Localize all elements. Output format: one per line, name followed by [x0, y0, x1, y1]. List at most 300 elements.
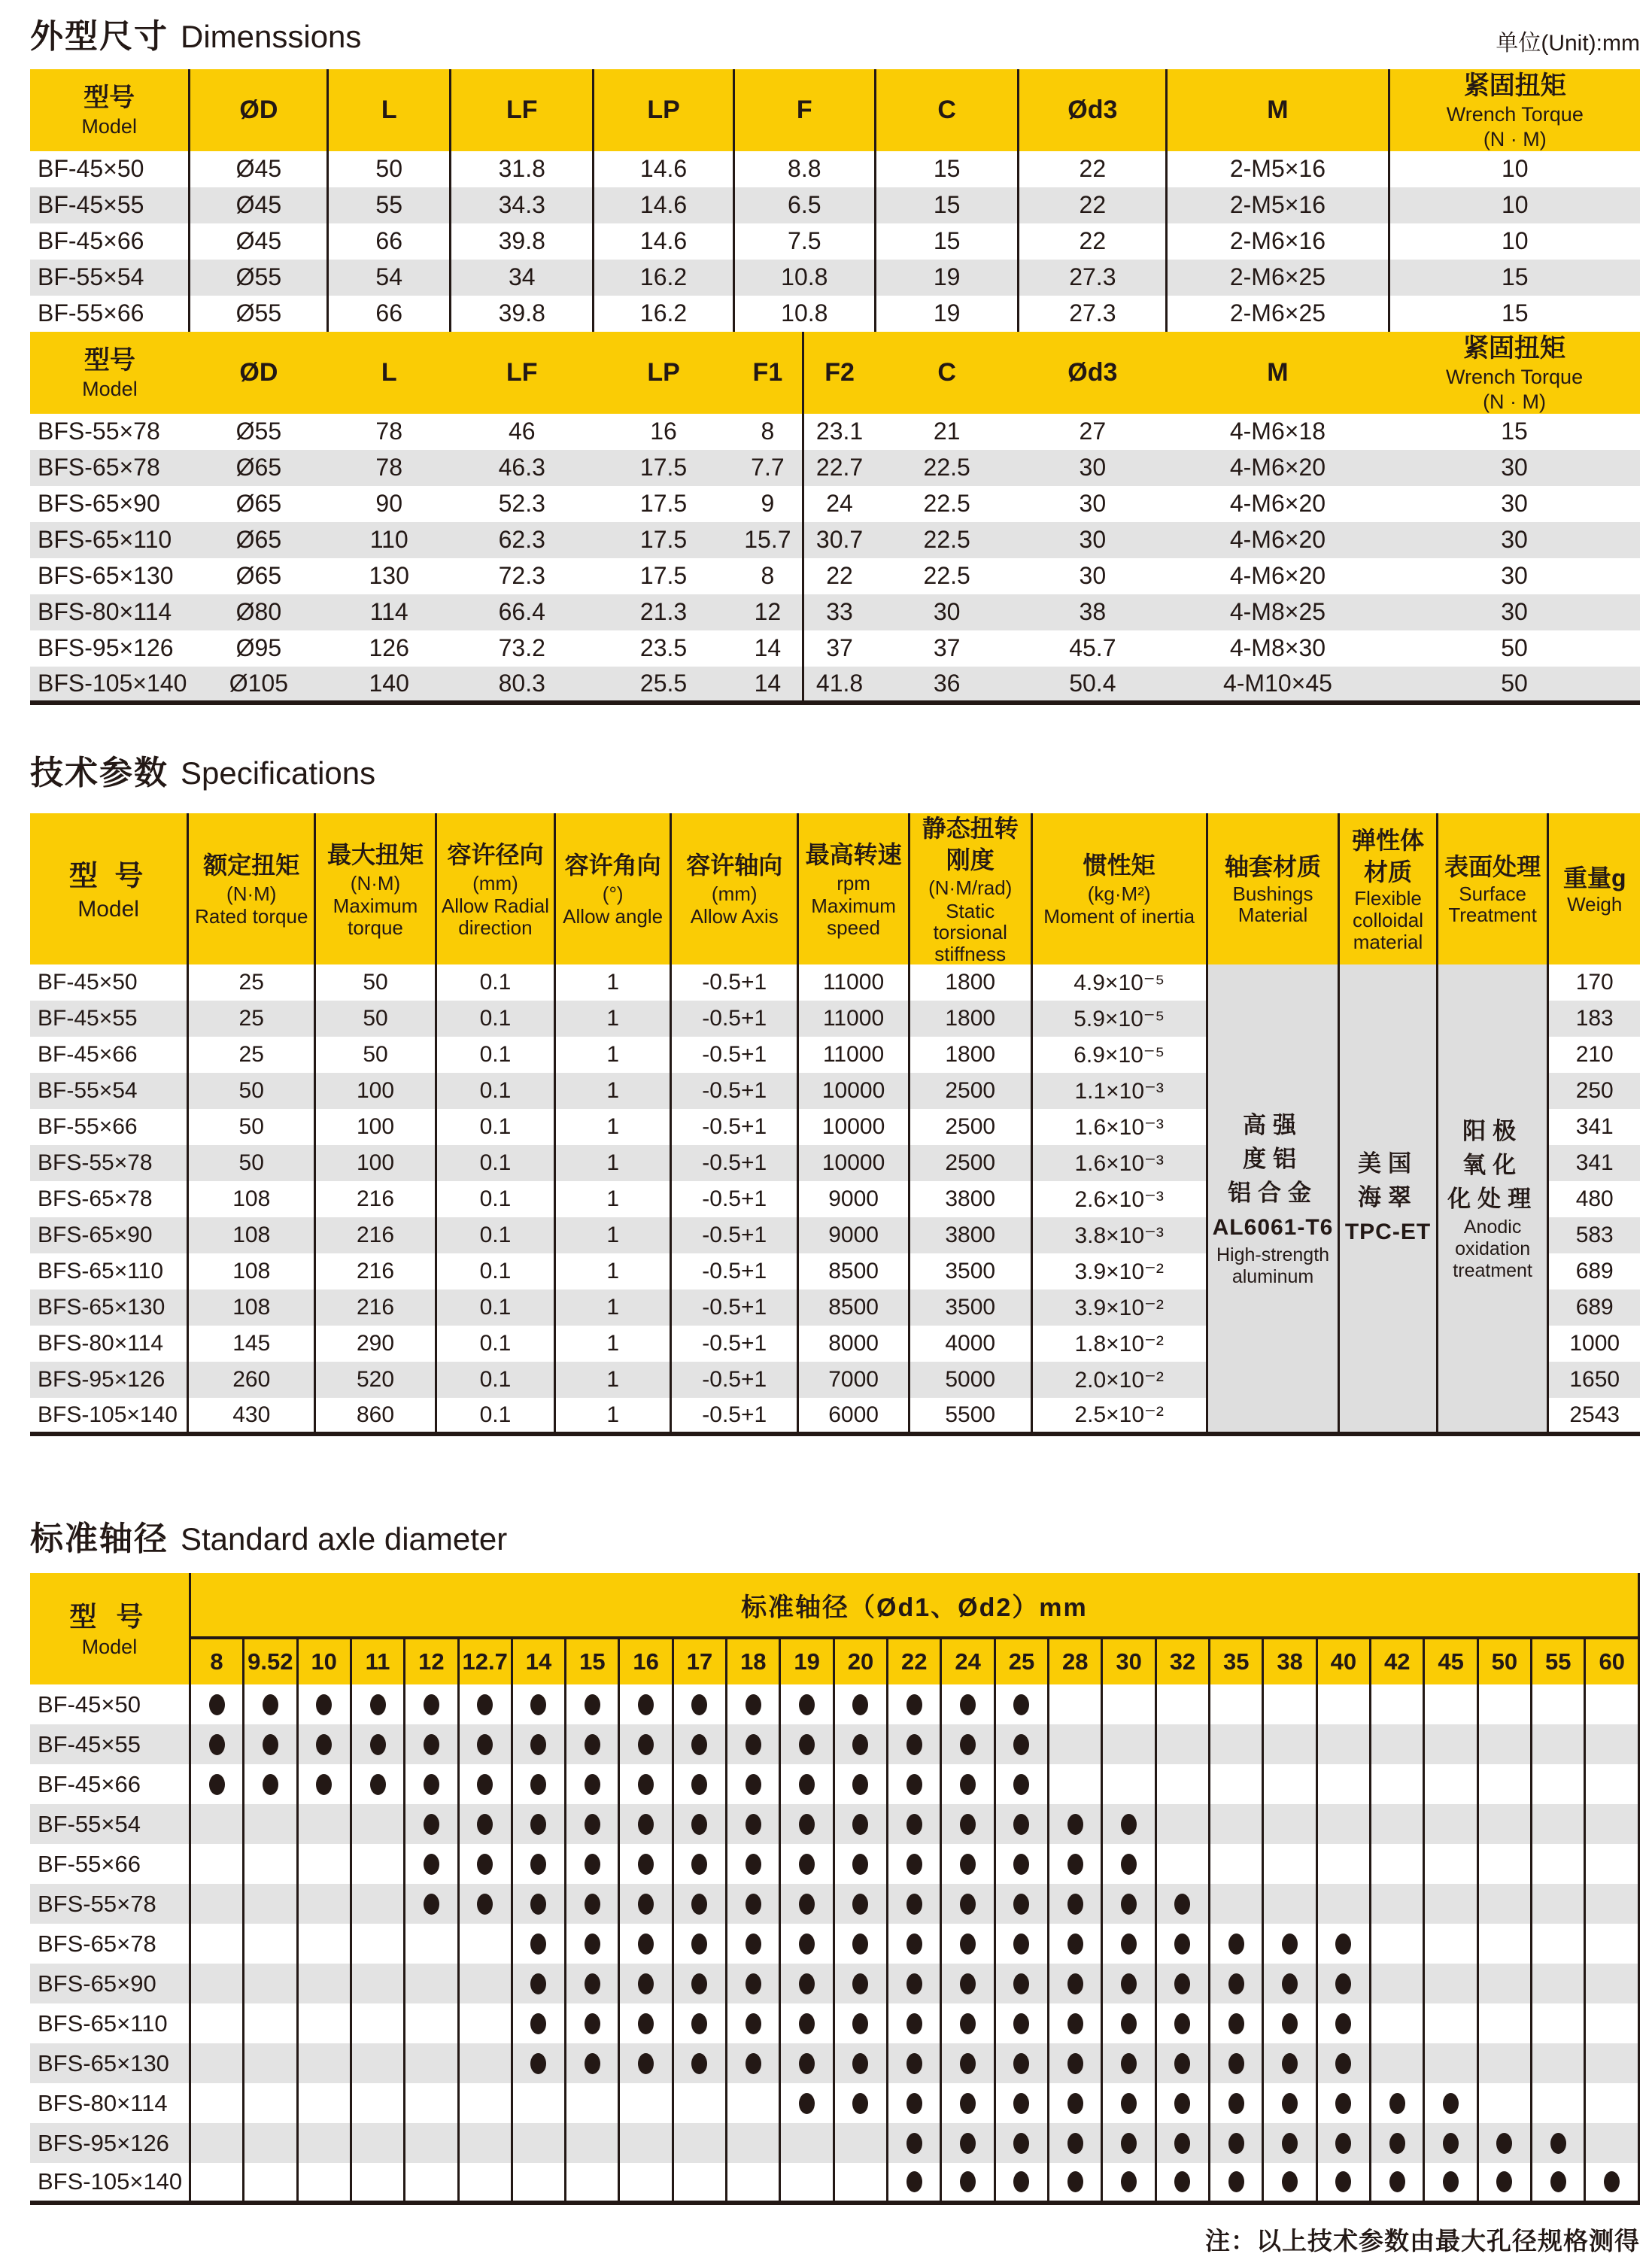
axle-cell — [941, 2043, 995, 2083]
axle-cell — [351, 1764, 404, 1804]
availability-dot — [424, 1814, 439, 1835]
spec-header-cell — [798, 813, 910, 964]
availability-dot — [1067, 2013, 1083, 2034]
axle-cell — [1102, 1884, 1155, 1924]
axle-cell — [1532, 2163, 1585, 2203]
axle-cell — [1049, 2163, 1102, 2203]
availability-dot — [691, 2053, 707, 2074]
model-cell: BFS-80×114 — [38, 1331, 164, 1356]
axle-cell — [190, 1924, 243, 1964]
availability-dot — [530, 1973, 546, 1994]
size-header-cell: 12 — [405, 1638, 458, 1684]
size-header-cell: 60 — [1585, 1638, 1639, 1684]
availability-dot — [1174, 2093, 1190, 2114]
axle-cell — [1263, 1964, 1316, 2003]
axle-cell — [1263, 2043, 1316, 2083]
spec-header-cell — [1437, 813, 1548, 964]
value-cell: 6.9×10⁻⁵ — [1031, 1037, 1207, 1073]
weight-cell: 170 — [1548, 964, 1640, 1001]
dim-header-cell — [803, 332, 875, 414]
axle-cell — [297, 1844, 351, 1884]
availability-dot — [960, 2013, 976, 2034]
size-header-cell: 18 — [727, 1638, 780, 1684]
axle-cell — [1371, 1804, 1424, 1844]
axle-header — [30, 1573, 1639, 1684]
model-cell: BFS-80×114 — [38, 598, 172, 626]
axle-cell — [1532, 1924, 1585, 1964]
axle-cell — [297, 2123, 351, 2163]
availability-dot — [1121, 1854, 1137, 1875]
value-cell: 2-M6×25 — [1167, 296, 1389, 332]
availability-dot — [906, 1894, 922, 1915]
value-cell: 3.8×10⁻³ — [1031, 1217, 1207, 1253]
axle-cell — [1155, 2163, 1209, 2203]
axle-cell — [1155, 1764, 1209, 1804]
axle-cell — [1477, 1764, 1531, 1804]
value-cell: -0.5+1 — [671, 1362, 798, 1398]
axle-cell — [1532, 1884, 1585, 1924]
value-cell: 5000 — [909, 1362, 1031, 1398]
column-label: ØD — [239, 96, 278, 125]
value-cell: 8000 — [798, 1326, 910, 1362]
availability-dot — [1228, 2093, 1244, 2114]
availability-dot — [746, 1933, 761, 1955]
value-cell: 27.3 — [1019, 296, 1167, 332]
value-cell: 17.5 — [639, 562, 688, 590]
axle-cell — [1049, 2043, 1102, 2083]
axle-cell — [1263, 1884, 1316, 1924]
value-cell: 2.5×10⁻² — [1031, 1398, 1207, 1434]
value-cell: 10000 — [798, 1109, 910, 1145]
header-en: Allow Axis — [690, 905, 779, 928]
value-cell: 38 — [1079, 598, 1107, 626]
axle-cell — [566, 1724, 619, 1764]
value-cell: 2500 — [909, 1145, 1031, 1181]
axle-cell — [1371, 1844, 1424, 1884]
availability-dot — [799, 2013, 815, 2034]
axle-cell — [351, 1684, 404, 1724]
value-cell: 1 — [555, 1362, 671, 1398]
availability-dot — [691, 1933, 707, 1955]
axle-cell — [1532, 1724, 1585, 1764]
value-cell: 37 — [933, 634, 961, 662]
size-header-cell: 11 — [351, 1638, 404, 1684]
value-cell: Ø80 — [235, 598, 282, 626]
value-cell: 30.7 — [803, 522, 875, 558]
axle-cell — [780, 1924, 834, 1964]
value-cell: 1.8×10⁻² — [1031, 1326, 1207, 1362]
value-cell: 5.9×10⁻⁵ — [1031, 1001, 1207, 1037]
axle-cell — [834, 2123, 887, 2163]
column-label: LF — [506, 96, 538, 125]
table-row — [30, 1764, 1639, 1804]
availability-dot — [799, 1774, 815, 1795]
axle-cell — [1371, 2123, 1424, 2163]
axle-cell — [351, 2163, 404, 2203]
header-unit: (°) — [602, 882, 624, 905]
table-row — [30, 2043, 1639, 2083]
availability-dot — [477, 1814, 493, 1835]
value-cell: 4-M6×18 — [1229, 418, 1326, 445]
availability-dot — [1282, 2171, 1298, 2192]
weight-cell: 250 — [1548, 1073, 1640, 1109]
value-cell: 10000 — [798, 1073, 910, 1109]
availability-dot — [1282, 2013, 1298, 2034]
footnote: 注：以上技术参数由最大孔径规格测得 — [1205, 2227, 1640, 2255]
axle-cell — [619, 1804, 673, 1844]
availability-dot — [746, 1854, 761, 1875]
axle-cell — [458, 2123, 512, 2163]
model-cell: BFS-105×140 — [38, 2168, 183, 2195]
axle-cell — [941, 1964, 995, 2003]
axle-cell — [458, 2003, 512, 2043]
header-en: Surface Treatment — [1448, 882, 1537, 927]
availability-dot — [691, 2013, 707, 2034]
value-cell: 1 — [555, 1181, 671, 1217]
model-cell: BFS-95×126 — [38, 634, 174, 662]
value-cell: 110 — [369, 526, 408, 554]
value-cell: 46.3 — [498, 454, 545, 481]
availability-dot — [638, 1814, 654, 1835]
value-cell: 0.1 — [436, 1289, 554, 1326]
availability-dot — [263, 1694, 278, 1715]
availability-dot — [1389, 2093, 1405, 2114]
value-cell: -0.5+1 — [671, 1037, 798, 1073]
value-cell: Ø45 — [190, 187, 328, 223]
axle-cell — [244, 1884, 297, 1924]
axle-cell — [673, 1924, 726, 1964]
value-cell: 5500 — [909, 1398, 1031, 1434]
axle-cell — [458, 1884, 512, 1924]
availability-dot — [477, 1894, 493, 1915]
availability-dot — [746, 1774, 761, 1795]
axle-cell — [834, 1804, 887, 1844]
axle-cell — [512, 1924, 565, 1964]
value-cell: 8500 — [798, 1289, 910, 1326]
axle-cell — [351, 2003, 404, 2043]
table-row — [30, 2003, 1639, 2043]
size-header-cell: 35 — [1210, 1638, 1263, 1684]
axle-cell — [512, 1884, 565, 1924]
value-cell: 16 — [650, 418, 677, 445]
header-zh: 表面处理 — [1444, 853, 1541, 881]
axle-cell — [405, 1724, 458, 1764]
axle-cell — [619, 1724, 673, 1764]
value-cell: 50 — [1501, 669, 1528, 697]
availability-dot — [638, 1734, 654, 1755]
axle-cell — [1049, 2123, 1102, 2163]
table-row — [30, 1884, 1639, 1924]
value-cell: 1 — [555, 1253, 671, 1289]
value-cell: 31.8 — [451, 151, 594, 187]
axle-cell — [351, 1844, 404, 1884]
axle-cell — [1316, 1684, 1370, 1724]
table-row — [30, 522, 1640, 558]
availability-dot — [1067, 1814, 1083, 1835]
axle-cell — [1316, 1724, 1370, 1764]
header-en: Allow Radial direction — [441, 895, 549, 939]
axle-cell — [619, 2043, 673, 2083]
bushings-material-cell — [1207, 964, 1338, 1434]
axle-cell — [458, 2163, 512, 2203]
availability-dot — [530, 2013, 546, 2034]
value-cell: 34 — [451, 260, 594, 296]
axle-cell — [1263, 1844, 1316, 1884]
availability-dot — [1067, 1973, 1083, 1994]
axle-cell — [727, 2123, 780, 2163]
availability-dot — [799, 1814, 815, 1835]
value-cell: -0.5+1 — [671, 964, 798, 1001]
value-cell: 4-M8×30 — [1229, 634, 1326, 662]
value-cell: 108 — [188, 1181, 315, 1217]
value-cell: 39.8 — [451, 296, 594, 332]
availability-dot — [852, 1814, 868, 1835]
axle-cell — [1532, 1804, 1585, 1844]
model-cell: BF-45×66 — [38, 1042, 138, 1068]
axle-cell — [405, 1964, 458, 2003]
value-cell: 66.4 — [498, 598, 545, 626]
value-cell: 22.5 — [923, 526, 970, 554]
axle-cell — [619, 1884, 673, 1924]
value-cell: 23.5 — [639, 634, 688, 662]
value-cell: 7.7 — [751, 454, 785, 481]
availability-dot — [585, 1774, 600, 1795]
axle-cell — [888, 1764, 941, 1804]
axle-cell — [244, 1764, 297, 1804]
axle-cell — [1155, 1884, 1209, 1924]
availability-dot — [746, 1894, 761, 1915]
axle-cell — [297, 1964, 351, 2003]
value-cell: 22 — [1019, 187, 1167, 223]
axle-cell — [458, 1964, 512, 2003]
value-cell: 6000 — [798, 1398, 910, 1434]
availability-dot — [585, 1734, 600, 1755]
value-cell: 30 — [1501, 490, 1528, 518]
dimensions-table — [30, 69, 1640, 705]
axle-cell — [888, 1684, 941, 1724]
value-cell: 10 — [1389, 151, 1640, 187]
availability-dot — [746, 2013, 761, 2034]
axle-cell — [1049, 1844, 1102, 1884]
axle-cell — [619, 1764, 673, 1804]
value-cell: 50 — [328, 151, 451, 187]
value-cell: 2500 — [909, 1073, 1031, 1109]
value-cell: 4-M6×20 — [1229, 454, 1326, 481]
table-row — [30, 1844, 1639, 1884]
axle-cell — [190, 2123, 243, 2163]
axle-cell — [1316, 1844, 1370, 1884]
value-cell: 37 — [803, 630, 875, 667]
axle-cell — [834, 1924, 887, 1964]
weight-cell: 480 — [1548, 1181, 1640, 1217]
axle-cell — [1263, 1804, 1316, 1844]
surface-treatment-cell — [1437, 964, 1548, 1434]
dim-header-cell — [1019, 69, 1167, 151]
axle-cell — [405, 2043, 458, 2083]
model-cell: BFS-65×130 — [38, 1295, 166, 1320]
axle-cell — [1532, 1844, 1585, 1884]
axle-cell — [1049, 1764, 1102, 1804]
value-cell: 11000 — [798, 964, 910, 1001]
availability-dot — [799, 2053, 815, 2074]
model-cell: BFS-65×110 — [38, 2009, 168, 2037]
availability-dot — [1174, 2013, 1190, 2034]
axle-cell — [512, 1964, 565, 2003]
axle-cell — [1424, 2083, 1477, 2123]
availability-dot — [477, 1774, 493, 1795]
value-cell: 2500 — [909, 1109, 1031, 1145]
value-cell: 520 — [315, 1362, 436, 1398]
axle-cell — [1155, 2003, 1209, 2043]
axle-cell — [1424, 2163, 1477, 2203]
value-cell: 145 — [188, 1326, 315, 1362]
value-cell: -0.5+1 — [671, 1253, 798, 1289]
table-row — [30, 1804, 1639, 1844]
merged-code: TPC-ET — [1344, 1220, 1432, 1245]
value-cell: 30 — [1501, 562, 1528, 590]
axle-cell — [1316, 1964, 1370, 2003]
availability-dot — [960, 1814, 976, 1835]
value-cell: 2.6×10⁻³ — [1031, 1181, 1207, 1217]
availability-dot — [1013, 1694, 1029, 1715]
spec-body — [30, 964, 1640, 1434]
value-cell: 0.1 — [436, 1253, 554, 1289]
table-row — [30, 1964, 1639, 2003]
availability-dot — [1443, 2171, 1459, 2192]
axle-cell — [941, 1844, 995, 1884]
value-cell: 1800 — [909, 1037, 1031, 1073]
axle-cell — [834, 1684, 887, 1724]
availability-dot — [746, 1734, 761, 1755]
model-cell: BFS-80×114 — [38, 2089, 168, 2116]
model-cell: BFS-95×126 — [38, 1367, 166, 1393]
axle-cell — [1316, 2003, 1370, 2043]
axle-cell — [405, 1884, 458, 1924]
axle-cell — [1263, 2003, 1316, 2043]
availability-dot — [1013, 1933, 1029, 1955]
availability-dot — [1282, 1933, 1298, 1955]
size-header-cell: 14 — [512, 1638, 565, 1684]
availability-dot — [799, 2093, 815, 2114]
header-zh: 惯性矩 — [1083, 852, 1155, 879]
axle-cell — [834, 2163, 887, 2203]
axle-cell — [1532, 1684, 1585, 1724]
availability-dot — [852, 1854, 868, 1875]
axle-cell — [1585, 1724, 1639, 1764]
model-cell: BF-45×50 — [38, 1690, 141, 1718]
column-label: C — [937, 358, 956, 387]
axle-cell — [1102, 2163, 1155, 2203]
availability-dot — [1389, 2133, 1405, 2154]
axle-cell — [727, 1764, 780, 1804]
value-cell: -0.5+1 — [671, 1289, 798, 1326]
weight-cell: 1650 — [1548, 1362, 1640, 1398]
model-header-en: Model — [81, 115, 137, 138]
value-cell: 4-M6×20 — [1229, 526, 1326, 554]
axle-cell — [619, 1924, 673, 1964]
value-cell: 8 — [761, 418, 775, 445]
availability-dot — [852, 2053, 868, 2074]
value-cell: 9000 — [798, 1181, 910, 1217]
column-label: ØD — [239, 358, 278, 387]
value-cell: 50 — [315, 964, 436, 1001]
value-cell: 126 — [369, 634, 409, 662]
value-cell: 100 — [315, 1145, 436, 1181]
availability-dot — [906, 1854, 922, 1875]
spec-header-cell — [555, 813, 671, 964]
value-cell: 1.1×10⁻³ — [1031, 1073, 1207, 1109]
size-header-cell: 19 — [780, 1638, 834, 1684]
size-header-cell: 30 — [1102, 1638, 1155, 1684]
value-cell: -0.5+1 — [671, 1109, 798, 1145]
axle-cell — [619, 1844, 673, 1884]
axle-cell — [190, 1804, 243, 1844]
availability-dot — [585, 2053, 600, 2074]
axle-cell — [1210, 1764, 1263, 1804]
availability-dot — [585, 1694, 600, 1715]
axle-cell — [673, 1764, 726, 1804]
axle-cell — [727, 1884, 780, 1924]
value-cell: 14 — [754, 669, 782, 697]
axle-cell — [351, 1884, 404, 1924]
axle-cell — [458, 1844, 512, 1884]
header-en: Rated torque — [195, 905, 308, 928]
availability-dot — [316, 1694, 332, 1715]
table-row — [30, 630, 1640, 667]
torque-header-unit: (N · M) — [1483, 127, 1547, 150]
axle-cell — [512, 2043, 565, 2083]
model-cell: BFS-55×78 — [38, 1150, 153, 1176]
value-cell: 66 — [328, 223, 451, 260]
axle-cell — [1477, 1724, 1531, 1764]
axle-cell — [1155, 1684, 1209, 1724]
availability-dot — [638, 1894, 654, 1915]
availability-dot — [530, 1854, 546, 1875]
axle-cell — [834, 1844, 887, 1884]
availability-dot — [424, 1774, 439, 1795]
axle-cell — [1371, 2163, 1424, 2203]
axle-cell — [941, 1884, 995, 1924]
availability-dot — [799, 1933, 815, 1955]
axle-cell — [1102, 1844, 1155, 1884]
axle-cell — [1371, 1924, 1424, 1964]
value-cell: 27.3 — [1019, 260, 1167, 296]
value-cell: 30 — [1501, 598, 1528, 626]
axle-cell — [673, 1724, 726, 1764]
axle-cell — [1424, 1884, 1477, 1924]
model-cell: BF-45×66 — [38, 227, 144, 255]
value-cell: 10 — [1389, 187, 1640, 223]
value-cell: Ø45 — [190, 223, 328, 260]
availability-dot — [1121, 2093, 1137, 2114]
availability-dot — [638, 2013, 654, 2034]
value-cell: 25.5 — [639, 669, 688, 697]
axle-cell — [1049, 2003, 1102, 2043]
axle-cell — [566, 1964, 619, 2003]
axle-cell — [673, 2003, 726, 2043]
axle-cell — [995, 1884, 1048, 1924]
specifications-title-row — [30, 746, 1640, 794]
spec-header-cell — [1031, 813, 1207, 964]
availability-dot — [1067, 2053, 1083, 2074]
axle-cell — [566, 2123, 619, 2163]
header-unit: (kg·M²) — [1087, 882, 1151, 905]
value-cell: 22.7 — [803, 450, 875, 486]
header-en: Maximum torque — [333, 895, 418, 939]
value-cell: 50 — [188, 1073, 315, 1109]
size-header-cell: 22 — [888, 1638, 941, 1684]
header-zh: 静态扭转刚度 — [922, 814, 1019, 873]
